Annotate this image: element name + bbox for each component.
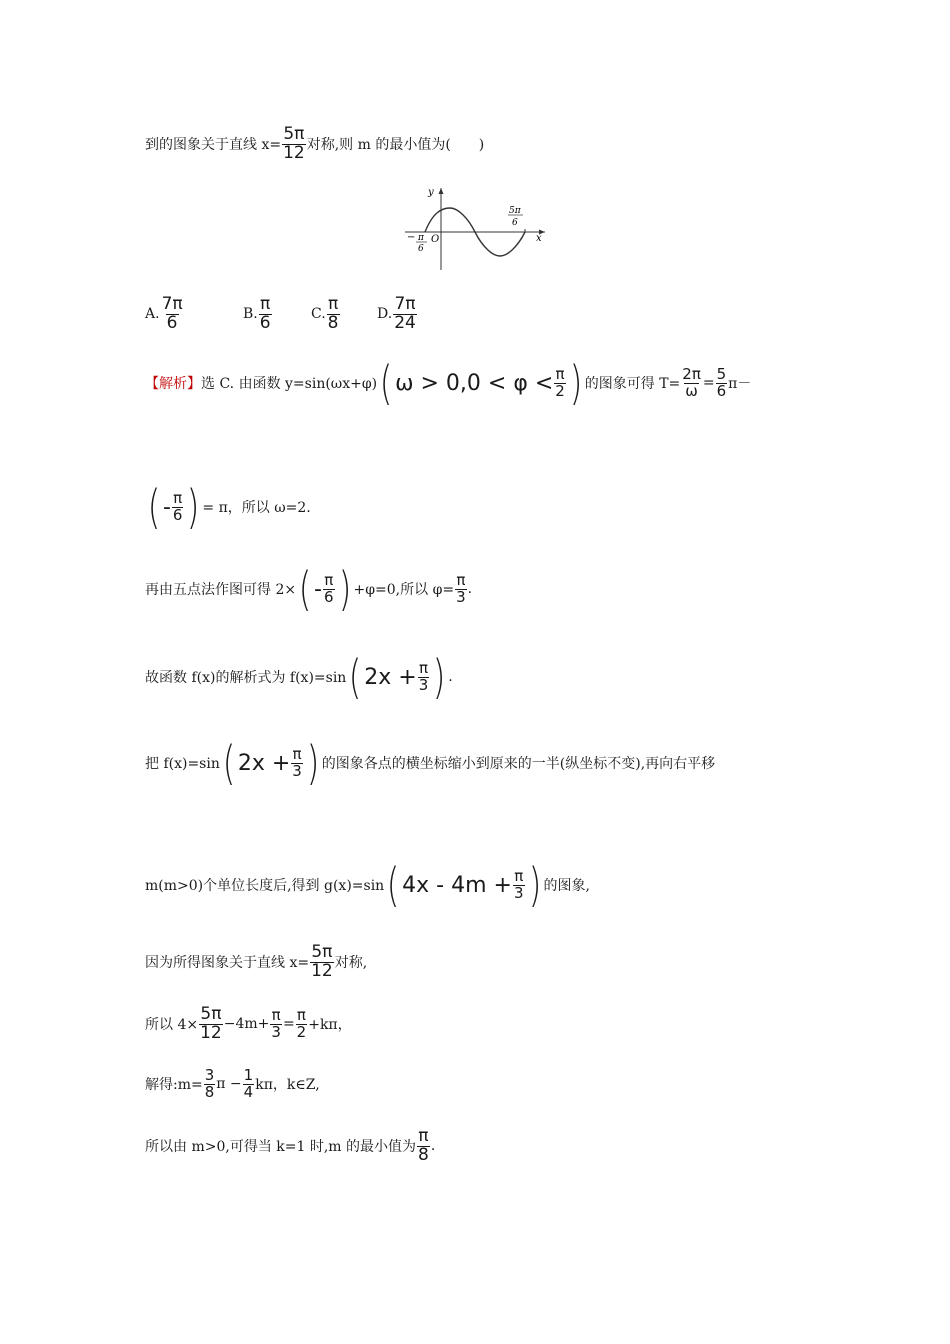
solution-line-2: ( - $\frac{\pi}{6}$ ) = π，所以 ω=2. [147,480,311,534]
solution-line-8: 所以 4× $\frac{5\pi}{12}$ −4m+ $\frac{\pi}{3}$ = $\frac{\pi}{2}$ +kπ， [145,1004,352,1043]
question-suffix: 对称,则 m 的最小值为( ) [306,137,485,154]
x-axis-label: x [536,233,542,244]
solution-line-1: 【解析】 选 C. 由函数 y=sin(ωx+φ) ( ω > 0,0 < φ < $\frac{\pi}{2}$ ) 的图象可得 T= $\frac{2\pi}{\omega}$ = $\frac{5}{6}$ π－ [145,356,752,410]
left-tick-den: 6 [418,244,424,254]
option-d: D. $\frac{7\pi}{24}$ [377,294,416,333]
solution-line-9: 解得:m= $\frac{3}{8}$ π − $\frac{1}{4}$ kπ，k∈Z, [145,1066,320,1101]
right-tick-den: 6 [512,218,518,228]
solution-line-7: 因为所得图象关于直线 x= $\frac{5\pi}{12}$ 对称, [145,942,368,981]
solution-line-10: 所以由 m>0,可得当 k=1 时,m 的最小值为 $\frac{\pi}{8}$ . [145,1126,436,1165]
sine-graph [400,184,550,272]
option-c: C. $\frac{\pi}{8}$ [311,294,339,333]
option-b: B. $\frac{\pi}{6}$ [243,294,271,333]
question-line [145,126,484,163]
solution-line-3: 再由五点法作图可得 2× ( - $\frac{\pi}{6}$ ) +φ=0,所以 φ= $\frac{\pi}{3}$ . [145,562,473,616]
solution-tag: 【解析】 [145,376,201,392]
left-tick-num: π [418,233,424,243]
y-axis-label: y [428,187,434,198]
option-a: A. $\frac{7\pi}{6}$ [145,294,183,333]
left-tick-sign: − [407,232,416,243]
solution-line-5: 把 f(x)=sin ( 2x + $\frac{\pi}{3}$ ) 的图象各点的横坐标缩小到原来的一半(纵坐标不变),再向右平移 [145,736,716,790]
question-prefix: 到的图象关于直线 x= [145,137,282,154]
origin-label: O [431,234,440,245]
right-tick-num: 5π [509,206,521,216]
solution-line-6: m(m>0)个单位长度后,得到 g(x)=sin ( 4x - 4m + $\frac{\pi}{3}$ ) 的图象, [145,858,590,912]
solution-line-4: 故函数 f(x)的解析式为 f(x)=sin ( 2x + $\frac{\pi}{3}$ ) . [145,650,453,704]
question-fraction: $\frac{5\pi}{12}$ [283,124,305,163]
